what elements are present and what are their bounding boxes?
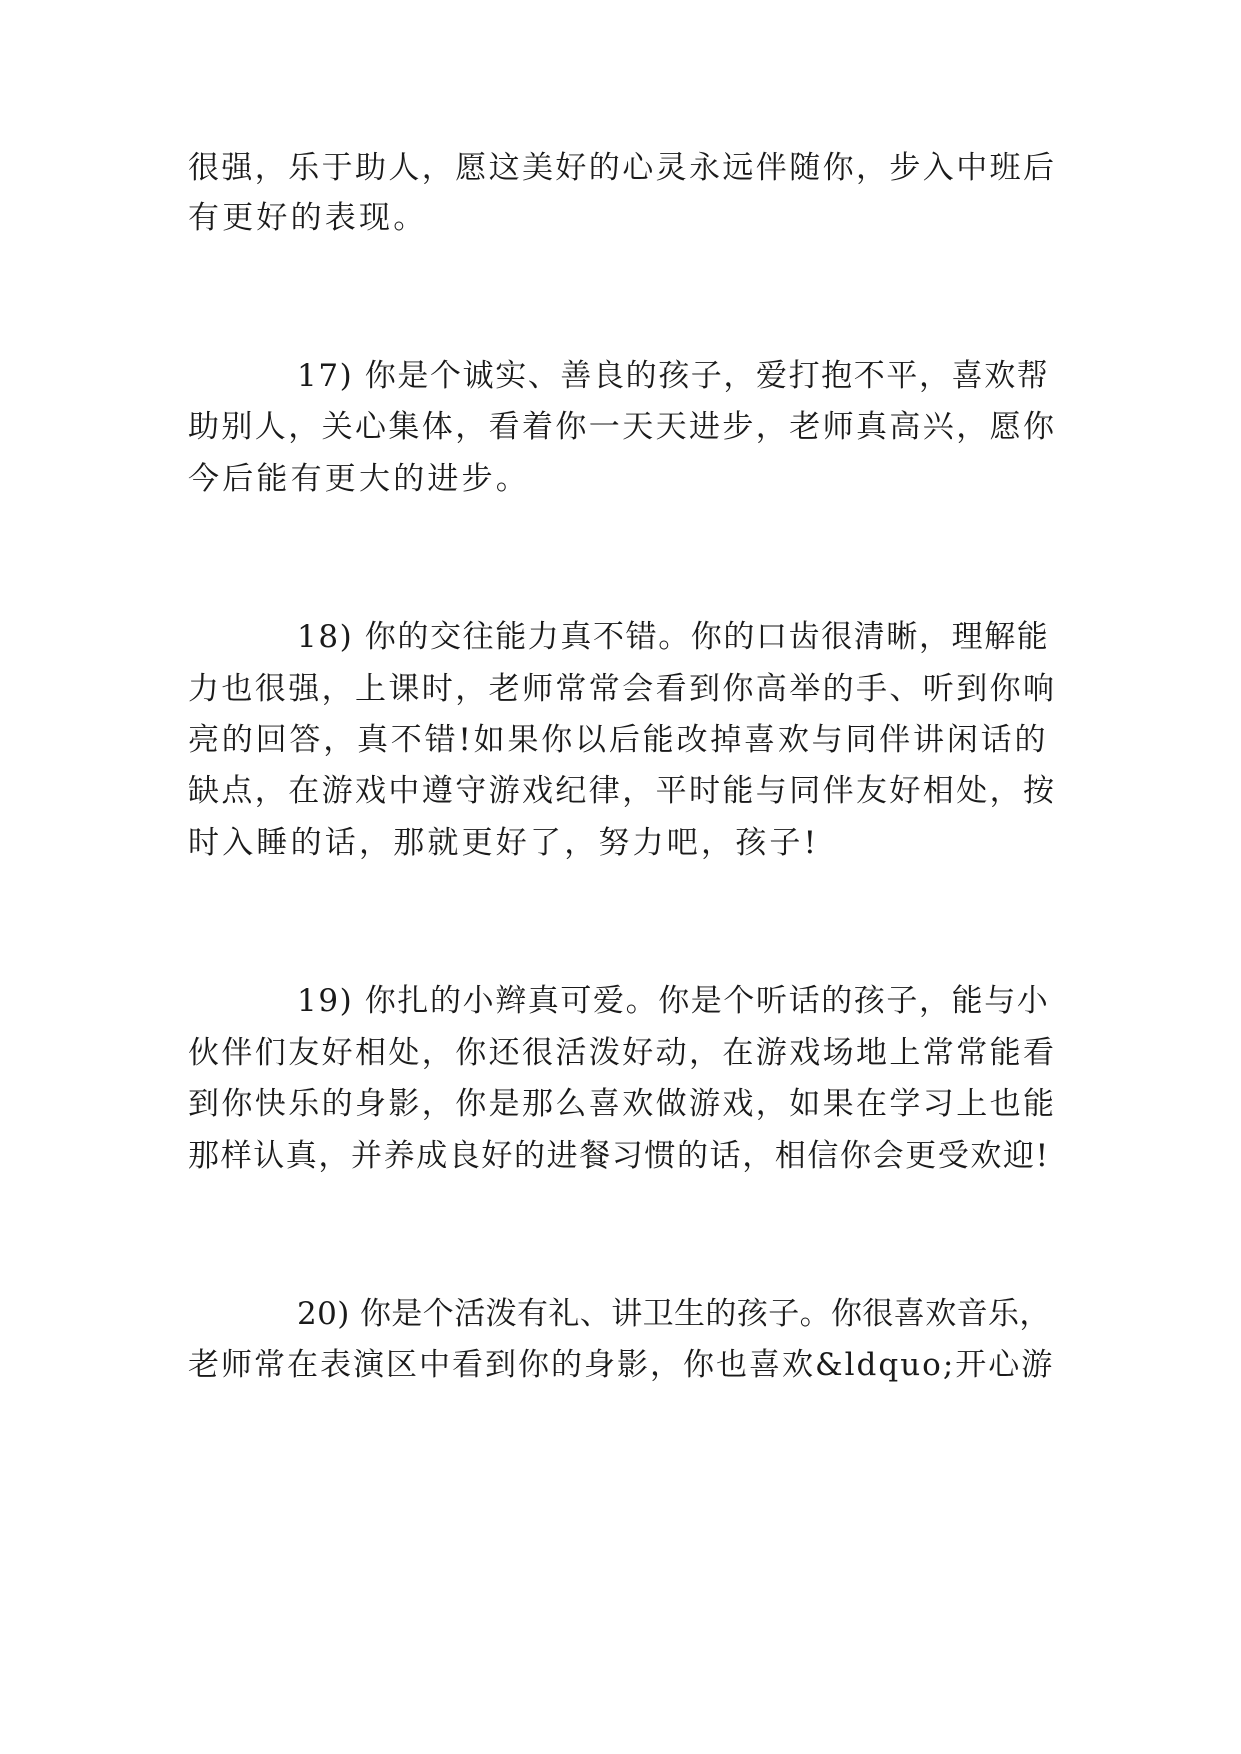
- paragraph-line: 那样认真，并养成良好的进餐习惯的话，相信你会更受欢迎!: [188, 1138, 1050, 1174]
- paragraph-line: 17) 你是个诚实、善良的孩子，爱打抱不平，喜欢帮: [297, 358, 1050, 394]
- paragraph-line: 今后能有更大的进步。: [188, 461, 530, 497]
- paragraph-line: 有更好的表现。: [188, 200, 428, 236]
- paragraph-line: 18) 你的交往能力真不错。你的口齿很清晰，理解能: [297, 619, 1050, 655]
- paragraph-line: 很强，乐于助人，愿这美好的心灵永远伴随你，步入中班后: [188, 150, 1057, 186]
- paragraph-line: 助别人，关心集体，看着你一天天进步，老师真高兴，愿你: [188, 409, 1057, 445]
- paragraph-line: 19) 你扎的小辫真可爱。你是个听话的孩子，能与小: [297, 983, 1050, 1019]
- paragraph-line: 亮的回答，真不错!如果你以后能改掉喜欢与同伴讲闲话的: [188, 722, 1049, 758]
- paragraph-line: 老师常在表演区中看到你的身影，你也喜欢&ldquo;开心游: [188, 1347, 1055, 1383]
- paragraph-line: 力也很强，上课时，老师常常会看到你高举的手、听到你响: [188, 671, 1057, 707]
- paragraph-line: 伙伴们友好相处，你还很活泼好动，在游戏场地上常常能看: [188, 1035, 1057, 1071]
- paragraph-line: 缺点，在游戏中遵守游戏纪律，平时能与同伴友好相处，按: [188, 773, 1057, 809]
- paragraph-line: 时入睡的话，那就更好了，努力吧，孩子!: [188, 825, 820, 861]
- paragraph-line: 到你快乐的身影，你是那么喜欢做游戏，如果在学习上也能: [188, 1086, 1057, 1122]
- paragraph-line: 20) 你是个活泼有礼、讲卫生的孩子。你很喜欢音乐，: [297, 1296, 1051, 1332]
